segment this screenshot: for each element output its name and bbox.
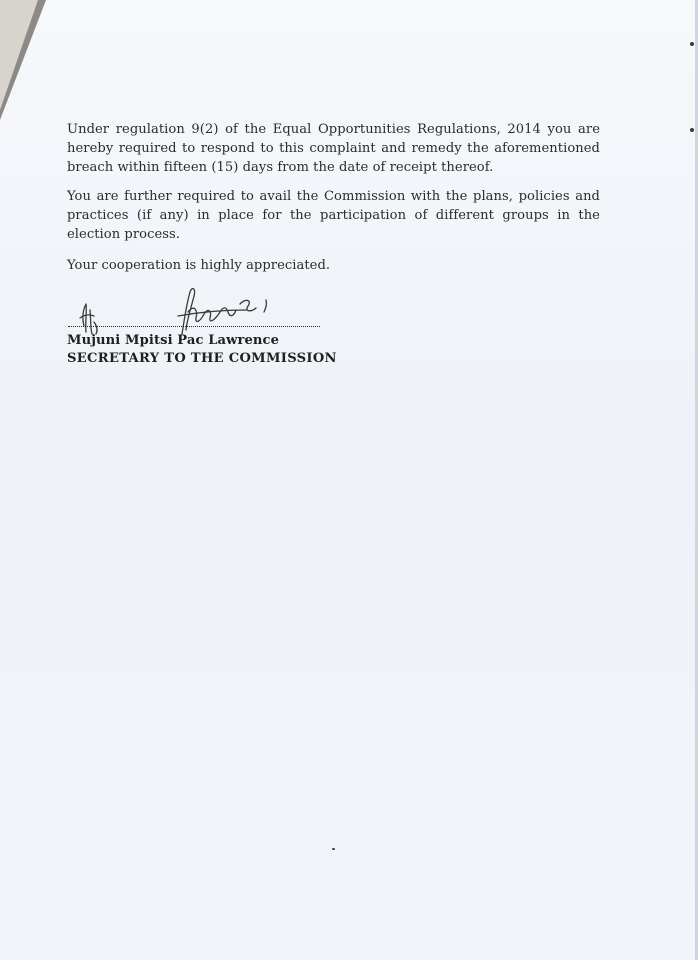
- signatory-name: Mujuni Mpitsi Pac Lawrence: [67, 333, 280, 348]
- signature-dotted-line: [68, 326, 320, 327]
- scan-speck: [690, 128, 694, 132]
- scan-speck: [690, 42, 694, 46]
- paragraph-closing: Your cooperation is highly appreciated.: [67, 258, 331, 273]
- signatory-title: SECRETARY TO THE COMMISSION: [67, 351, 337, 366]
- scan-paper-fold: [0, 0, 38, 110]
- paragraph-plans-request: You are further required to avail the Commission with the plans, policies and practices (if any) in place for the participation of different groups in the election process.: [67, 189, 600, 242]
- scan-speck: [332, 848, 335, 850]
- paragraph-regulation-notice: Under regulation 9(2) of the Equal Opportunities Regulations, 2014 you are hereby required to respond to this complaint and remedy the aforementioned breach within fifteen (15) days from the date of receipt thereof.: [67, 122, 600, 175]
- handwritten-signature: [70, 282, 310, 340]
